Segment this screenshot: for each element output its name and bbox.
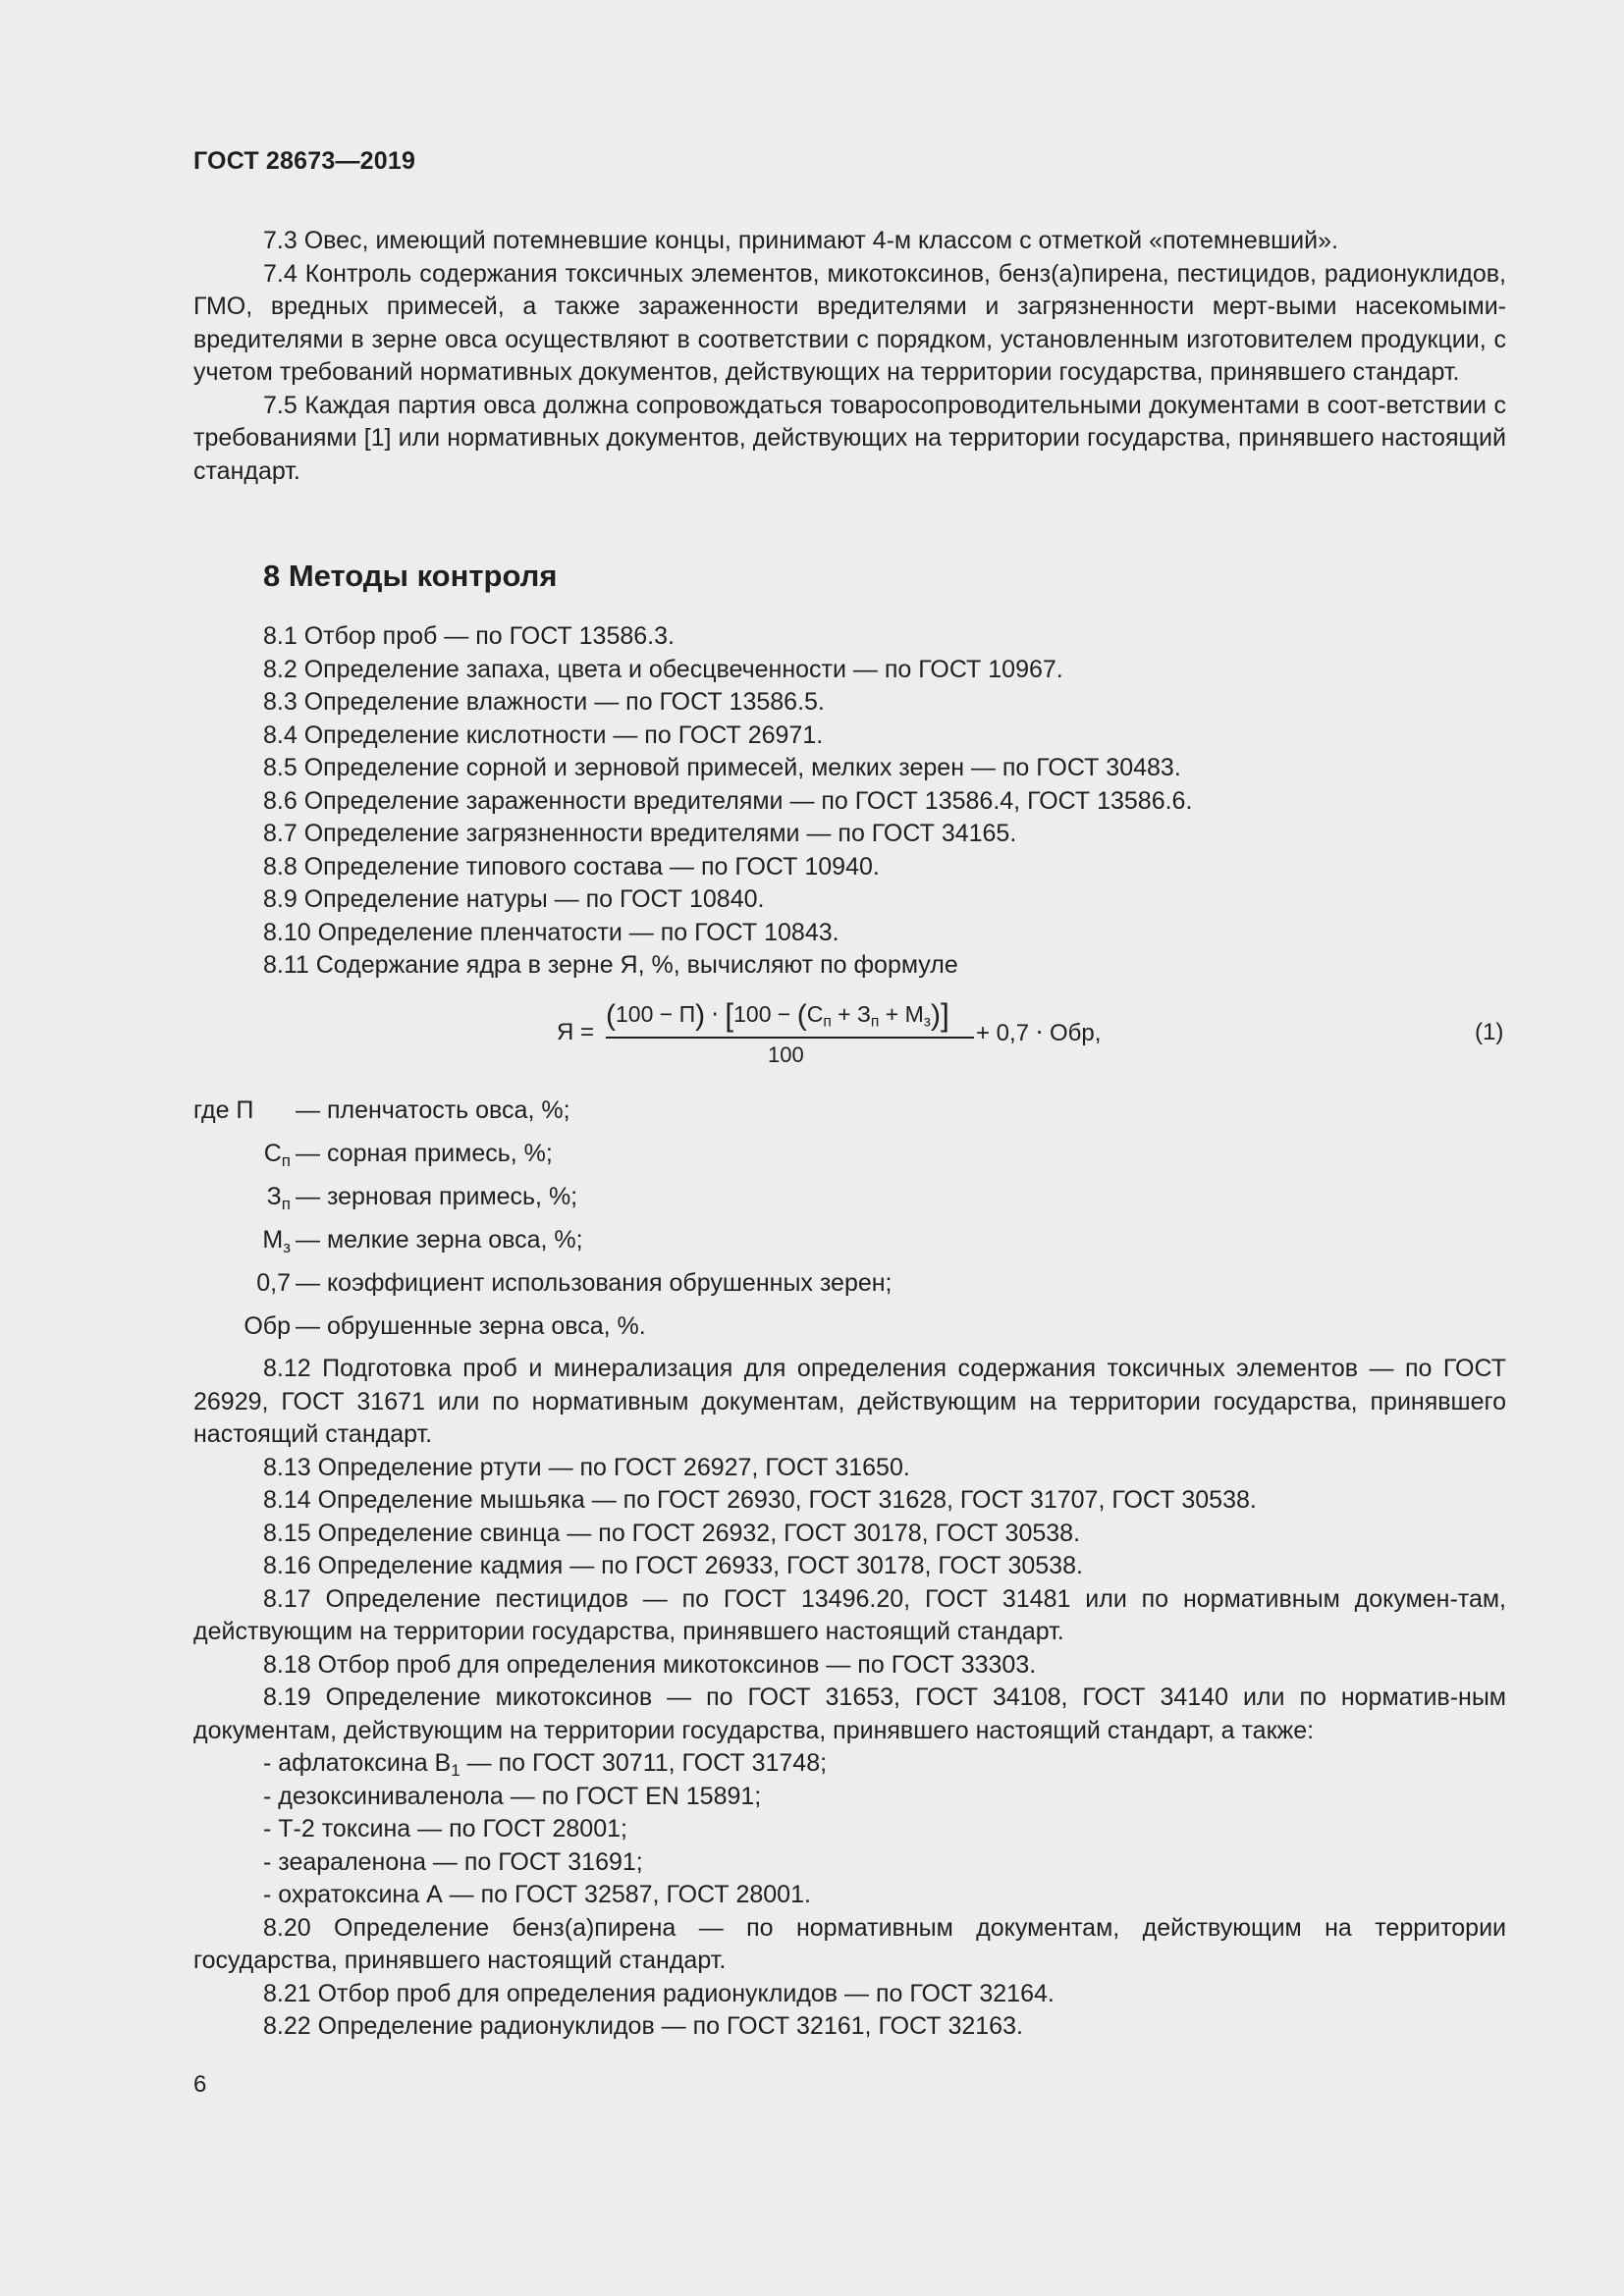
item-8-3: 8.3 Определение влажности — по ГОСТ 13586.5. — [263, 688, 825, 716]
paragraph-8-17: 8.17 Определение пестицидов — по ГОСТ 13496.20, ГОСТ 31481 или по нормативным докумен-там, действующим на территории государства, принявшего настоящий стандарт. — [193, 1584, 1506, 1645]
item-8-2: 8.2 Определение запаха, цвета и обесцвеченности — по ГОСТ 10967. — [263, 655, 1063, 683]
item-8-4: 8.4 Определение кислотности — по ГОСТ 26971. — [263, 721, 824, 749]
formula-denominator: 100 — [768, 1042, 804, 1067]
paragraph-7-3: 7.3 Овес, имеющий потемневшие концы, принимают 4-м классом с отметкой «потемневший». — [263, 227, 1338, 254]
formula-lhs: Я = — [557, 1019, 595, 1045]
section-8-heading: 8 Методы контроля — [263, 559, 558, 593]
document-header: ГОСТ 28673—2019 — [193, 147, 416, 175]
legend-symbol: $М_з$ — [262, 1226, 291, 1257]
page-number: 6 — [193, 2071, 207, 2098]
formula-rhs: + 0,7 ⋅ Обр, — [976, 1020, 1102, 1046]
item-8-18: 8.18 Отбор проб для определения микотоксинов — по ГОСТ 33303. — [263, 1650, 1037, 1679]
item-8-14: 8.14 Определение мышьяка — по ГОСТ 26930, ГОСТ 31628, ГОСТ 31707, ГОСТ 30538. — [263, 1486, 1257, 1514]
item-8-8: 8.8 Определение типового состава — по ГОСТ 10940. — [263, 852, 880, 881]
item-8-11: 8.11 Содержание ядра в зерне Я, %, вычисляют по формуле — [263, 951, 958, 979]
item-8-1: 8.1 Отбор проб — по ГОСТ 13586.3. — [263, 622, 675, 650]
mycotoxin-deoxynivalenol: - дезоксиниваленола — по ГОСТ EN 15891; — [263, 1782, 762, 1810]
legend-symbol: 0,7 — [256, 1269, 291, 1297]
mycotoxin-ochratoxin: - охратоксина А — по ГОСТ 32587, ГОСТ 28001. — [263, 1881, 811, 1908]
legend-symbol: где П — [193, 1096, 254, 1124]
item-8-9: 8.9 Определение натуры — по ГОСТ 10840. — [263, 885, 765, 913]
section-7-paragraphs — [193, 225, 1506, 488]
legend-symbol: $С_п$ — [263, 1140, 291, 1171]
legend-text: — обрушенные зерна овса, %. — [296, 1312, 646, 1340]
legend-symbol: $З_п$ — [266, 1183, 291, 1214]
kernel-content-formula — [0, 991, 1624, 1070]
item-8-21: 8.21 Отбор проб для определения радионуклидов — по ГОСТ 32164. — [263, 1979, 1055, 2007]
formula-number: (1) — [1475, 1019, 1504, 1045]
legend-symbol: Обр — [244, 1312, 291, 1340]
section-8-items — [193, 620, 1506, 983]
fraction-bar — [606, 1037, 974, 1039]
item-8-22: 8.22 Определение радионуклидов — по ГОСТ 32161, ГОСТ 32163. — [263, 2012, 1023, 2040]
formula-numerator: $(100 - П) \cdot [100 - (С_п + З_п + М_з)]$ — [606, 997, 949, 1033]
section-8-continued — [193, 1353, 1506, 2044]
paragraph-8-19: 8.19 Определение микотоксинов — по ГОСТ 31653, ГОСТ 34108, ГОСТ 34140 или по норматив-ным документам, действующим на территории государства, принявшего настоящий стандарт, а также: — [193, 1683, 1506, 1744]
legend-text: — коэффициент использования обрушенных зерен; — [296, 1269, 893, 1297]
paragraph-7-5: 7.5 Каждая партия овса должна сопровождаться товаросопроводительными документами в соот-ветствии с требованиями [1] или нормативных документов, действующих на территории государства, принявшего настоящий стандарт. — [193, 391, 1506, 485]
paragraph-8-12: 8.12 Подготовка проб и минерализация для определения содержания токсичных элементов — по ГОСТ 26929, ГОСТ 31671 или по нормативным документам, действующим на территории государства, принявшего настоящий стандарт. — [193, 1355, 1506, 1448]
legend-text: — сорная примесь, %; — [296, 1140, 553, 1167]
paragraph-7-4: 7.4 Контроль содержания токсичных элементов, микотоксинов, бенз(а)пирена, пестицидов, радионуклидов, ГМО, вредных примесей, а также зараженности вредителями и загрязненности мерт-выми насекомыми-вредителями в зерне овса осуществляют в соответствии с порядком, установленным изготовителем продукции, с учетом требований нормативных документов, действующих на территории государства, принявшего стандарт. — [193, 259, 1506, 386]
item-8-13: 8.13 Определение ртути — по ГОСТ 26927, ГОСТ 31650. — [263, 1453, 910, 1481]
item-8-16: 8.16 Определение кадмия — по ГОСТ 26933, ГОСТ 30178, ГОСТ 30538. — [263, 1552, 1083, 1579]
item-8-10: 8.10 Определение пленчатости — по ГОСТ 10843. — [263, 918, 839, 946]
legend-text: — зерновая примесь, %; — [296, 1183, 578, 1210]
mycotoxin-zearalenone: - зеараленона — по ГОСТ 31691; — [263, 1847, 643, 1876]
item-8-15: 8.15 Определение свинца — по ГОСТ 26932, ГОСТ 30178, ГОСТ 30538. — [263, 1519, 1081, 1547]
item-8-6: 8.6 Определение зараженности вредителями — по ГОСТ 13586.4, ГОСТ 13586.6. — [263, 786, 1193, 815]
mycotoxin-t2: - Т-2 токсина — по ГОСТ 28001; — [263, 1815, 627, 1842]
item-8-7: 8.7 Определение загрязненности вредителями — по ГОСТ 34165. — [263, 820, 1017, 847]
legend-text: — пленчатость овса, %; — [296, 1096, 570, 1124]
mycotoxin-aflatoxin: - афлатоксина $В_1$ — по ГОСТ 30711, ГОСТ 31748; — [263, 1749, 828, 1781]
item-8-5: 8.5 Определение сорной и зерновой примесей, мелких зерен — по ГОСТ 30483. — [263, 754, 1181, 781]
paragraph-8-20: 8.20 Определение бенз(а)пирена — по нормативным документам, действующим на территории государства, принявшего настоящий стандарт. — [193, 1913, 1506, 1974]
legend-text: — мелкие зерна овса, %; — [296, 1226, 583, 1254]
